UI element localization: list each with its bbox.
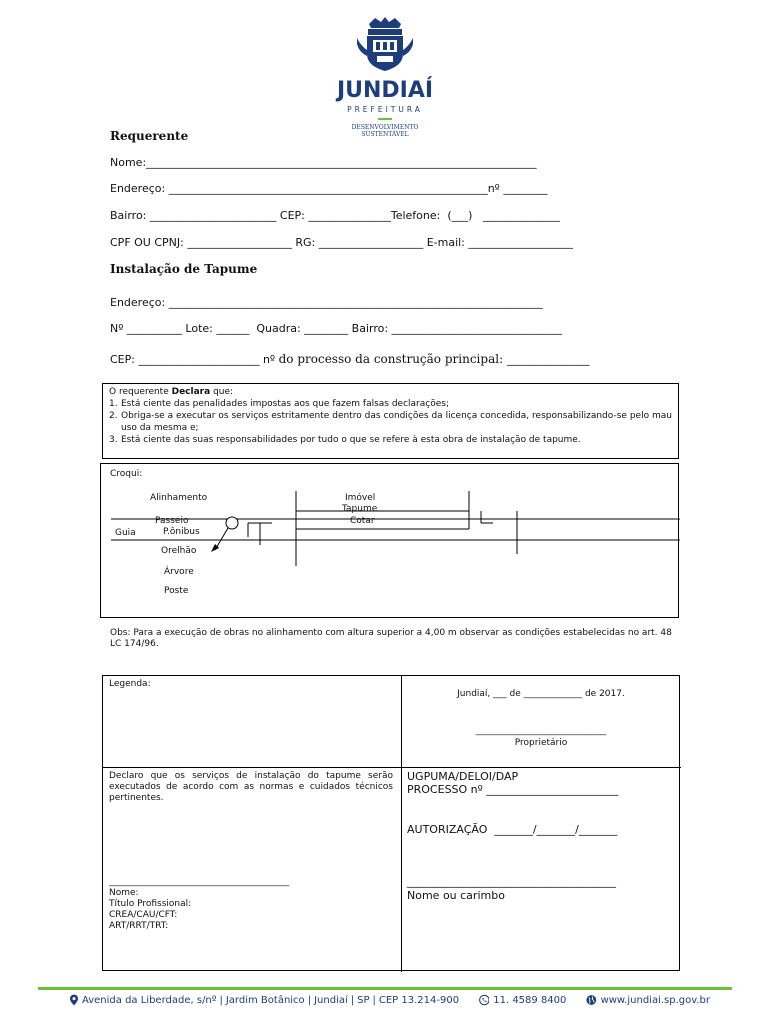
cep-prefix: CEP: ______________________ nº — [110, 353, 279, 366]
obs-note: Obs: Para a execução de obras no alinhamento com altura superior a 4,00 m observar as condições estabelecidas no art. 48 LC 174/96. — [110, 628, 672, 649]
croqui-ponibus-label: P.ônibus — [163, 527, 200, 537]
croqui-poste-label: Poste — [164, 586, 189, 596]
footer-accent-line — [38, 987, 732, 990]
jundiai-logo — [330, 16, 440, 138]
logo-slogan-line2: SUSTENTÁVEL — [361, 131, 409, 138]
tapume-numero-lote-quadra-field[interactable]: Nº __________ Lote: ______ Quadra: ________ Bairro: _______________________________ — [110, 322, 563, 335]
footer-address: Avenida da Liberdade, s/nº — [81, 994, 217, 1006]
footer-city: Jundiaí — [314, 994, 348, 1006]
column-divider — [401, 676, 402, 972]
croqui-imovel-label: Imóvel — [345, 493, 376, 503]
tapume-cep-processo-field[interactable] — [110, 352, 676, 366]
titulo-profissional-label: Título Profissional: — [109, 899, 192, 909]
processo-blank: _______________ — [506, 353, 590, 366]
croqui-cotar-label: Cotar — [350, 516, 375, 526]
declaracao-item-num: 3. — [109, 435, 118, 445]
croqui-alinhamento-label: Alinhamento — [150, 493, 208, 503]
declaro-text: Declaro que os serviços de instalação do tapume serão executados de acordo com as normas e cuidados técnicos pertinentes. — [109, 771, 393, 803]
ugpuma-label: UGPUMA/DELOI/DAP — [407, 770, 519, 783]
footer — [70, 994, 710, 1006]
croqui-passeio-label: Passeio — [155, 516, 189, 526]
declaracao-item-num: 1. — [109, 399, 118, 409]
globe-icon — [586, 994, 597, 1006]
declaracao-item-1 — [109, 398, 672, 410]
owner-signature-line[interactable]: _____________________________ — [475, 726, 607, 736]
logo-subtitle: PREFEITURA — [347, 105, 423, 114]
footer-separator: | — [372, 994, 376, 1006]
declaracao-intro-bold: Declara — [171, 387, 211, 397]
croqui-orelhao-label: Orelhão — [161, 546, 197, 556]
croqui-guia-label: Guia — [115, 528, 136, 538]
bairro-cep-telefone-field[interactable]: Bairro: _______________________ CEP: _______________Telefone: (___) ______________ — [110, 209, 560, 222]
crea-label: CREA/CAU/CFT: — [109, 910, 178, 920]
logo-name: JUNDIAÍ — [336, 78, 434, 103]
responsavel-signature-line[interactable]: ________________________________________ — [109, 877, 289, 887]
declaracao-item-3 — [109, 434, 672, 446]
bottom-signature-box — [102, 675, 680, 971]
city-crest-icon — [355, 16, 415, 72]
phone-icon — [479, 994, 490, 1006]
nome-field[interactable]: Nome:_______________________________________________________________________ — [110, 156, 537, 169]
declaracao-item-text: Está ciente das suas responsabilidades por tudo o que se refere à esta obra de instalação de tapume. — [121, 435, 581, 445]
footer-separator: | — [350, 994, 355, 1006]
footer-separator: | — [307, 994, 312, 1006]
footer-state: SP — [357, 994, 370, 1006]
logo-slogan-line1: DESENVOLVIMENTO — [351, 124, 419, 131]
declaracao-item-text: Está ciente das penalidades impostas aos que fazem falsas declarações; — [121, 399, 449, 409]
art-label: ART/RRT/TRT: — [109, 921, 169, 931]
declaracao-item-text: Obriga-se a executar os serviços estritamente dentro das condições da licença concedida, responsabilizando-se pelo mau uso da mesma e; — [121, 411, 672, 433]
row-divider — [103, 767, 681, 768]
requerente-title: Requerente — [110, 129, 189, 143]
declaracao-intro-suffix: que: — [210, 387, 234, 397]
croqui-arvore-label: Árvore — [164, 567, 194, 577]
cpf-rg-email-field[interactable]: CPF OU CPNJ: ___________________ RG: ___________________ E-mail: ___________________ — [110, 236, 573, 249]
croqui-tapume-label: Tapume — [342, 504, 378, 514]
tapume-title: Instalação de Tapume — [110, 262, 258, 276]
legenda-label: Legenda: — [109, 679, 151, 689]
footer-website-link[interactable]: www.jundiai.sp.gov.br — [600, 994, 711, 1006]
nome-label: Nome: — [109, 888, 139, 898]
footer-district: Jardim Botânico — [225, 994, 305, 1006]
carimbo-line[interactable]: ______________________________________ — [407, 875, 616, 888]
logo-accent-bar — [378, 118, 392, 120]
declaracao-item-num: 2. — [109, 411, 118, 421]
tapume-endereco-field[interactable]: Endereço: ____________________________________________________________________ — [110, 296, 543, 309]
declaracao-box — [102, 383, 679, 459]
proprietario-label: Proprietário — [514, 738, 568, 748]
carimbo-label: Nome ou carimbo — [407, 889, 505, 902]
croqui-box — [100, 463, 679, 618]
footer-separator: | — [219, 994, 223, 1006]
processo-field[interactable]: PROCESSO nº ________________________ — [407, 783, 619, 796]
croqui-title: Croqui: — [110, 469, 143, 479]
footer-cep: CEP 13.214-900 — [378, 994, 460, 1006]
endereco-field[interactable]: Endereço: __________________________________________________________nº ________ — [110, 182, 548, 195]
date-line[interactable]: Jundiaí, ___ de _____________ de 2017. — [457, 689, 625, 699]
declaracao-intro-prefix: O requerente — [109, 387, 172, 397]
declaracao-intro — [109, 386, 672, 398]
footer-phone[interactable]: 11. 4589 8400 — [493, 994, 567, 1006]
autorizacao-field[interactable]: AUTORIZAÇÃO _______/_______/_______ — [407, 823, 618, 836]
processo-label: do processo da construção principal: — [278, 352, 507, 366]
logo-slogan — [330, 124, 440, 138]
location-pin-icon — [70, 994, 78, 1006]
declaracao-item-2 — [109, 410, 672, 434]
